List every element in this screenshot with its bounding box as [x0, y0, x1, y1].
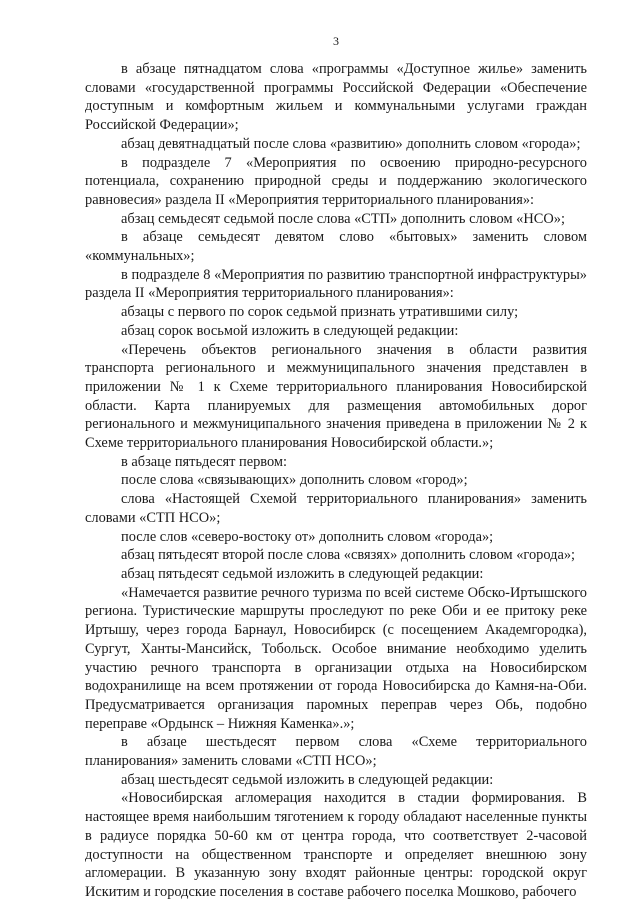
paragraph: слова «Настоящей Схемой территориального планирования» заменить словами «СТП НСО»;	[85, 491, 587, 526]
paragraph: абзац девятнадцатый после слова «развитию» дополнить словом «города»;	[121, 135, 581, 152]
paragraph: абзац пятьдесят седьмой изложить в следующей редакции:	[121, 565, 484, 582]
paragraph: в подразделе 7 «Мероприятия по освоению природно-ресурсного потенциала, сохранению природной среды и поддержанию экологического равновесия» раздела II «Мероприятия территориального планирования»:	[85, 154, 587, 208]
paragraph: в абзаце шестьдесят первом слова «Схеме территориального планирования» заменить словами «СТП НСО»;	[85, 734, 587, 770]
paragraph: абзац сорок восьмой изложить в следующей редакции:	[121, 322, 459, 339]
paragraph: «Перечень объектов регионального значения в области развития транспорта регионального и межмуниципального значения представлен в приложении № 1 к Схеме территориального планирования Новосибирской области. Карта планируемых для размещения автомобильных дорог регионального и межмуниципального значения приведена в приложении № 2 к Схеме территориального планирования Новосибирской области.»;	[85, 341, 587, 452]
paragraph: абзац пятьдесят второй после слова «связях» дополнить словом «города»;	[121, 547, 576, 564]
paragraph: в абзаце семьдесят девятом слово «бытовых» заменить словом «коммунальных»;	[85, 229, 587, 265]
paragraph: в абзаце пятнадцатом слова «программы «Доступное жилье» заменить словами «государственной программы Российской Федерации «Обеспечение доступным и комфортным жильем и коммунальными услугами граждан Российской Федерации»;	[85, 61, 587, 134]
paragraph: после слова «связывающих» дополнить словом «город»;	[121, 472, 468, 489]
paragraph: «Новосибирская агломерация находится в стадии формирования. В настоящее время наибольшим тяготением к городу обладают населенные пункты в радиусе порядка 50-60 км от центра города, что соответствует 2-часовой доступности на общественном транспорте и определяет внешнюю зону агломерации. В указанную зону входят районные центры: городской округ Искитим и городские поселения в составе рабочего поселка Мошково, рабочего	[85, 790, 587, 900]
page-number: 3	[333, 34, 339, 48]
paragraph: после слов «северо-востоку от» дополнить словом «города»;	[121, 528, 494, 545]
paragraph: абзац шестьдесят седьмой изложить в следующей редакции:	[121, 771, 494, 788]
paragraph: в подразделе 8 «Мероприятия по развитию транспортной инфраструктуры» раздела II «Мероприятия территориального планирования»:	[85, 266, 587, 302]
paragraph: «Намечается развитие речного туризма по всей системе Обско-Иртышского региона. Туристические маршруты проследуют по реке Оби и ее притоку реке Иртышу, через города Барнаул, Новосибирск (с посещением Академгородка), Сургут, Ханты-Мансийск, Тобольск. Особое внимание необходимо уделить участию речного транспорта в организации отдыха на Новосибирском водохранилище на всем протяжении от города Новосибирска до Камня-на-Оби. Предусматривается организация паромных переправ через Обь, подобно переправе «Ордынск – Нижняя Каменка».»;	[85, 584, 587, 732]
paragraph: в абзаце пятьдесят первом:	[121, 453, 287, 470]
paragraph: абзацы с первого по сорок седьмой признать утратившими силу;	[121, 304, 519, 321]
paragraph: абзац семьдесят седьмой после слова «СТП» дополнить словом «НСО»;	[121, 210, 565, 227]
document-body	[85, 60, 587, 902]
